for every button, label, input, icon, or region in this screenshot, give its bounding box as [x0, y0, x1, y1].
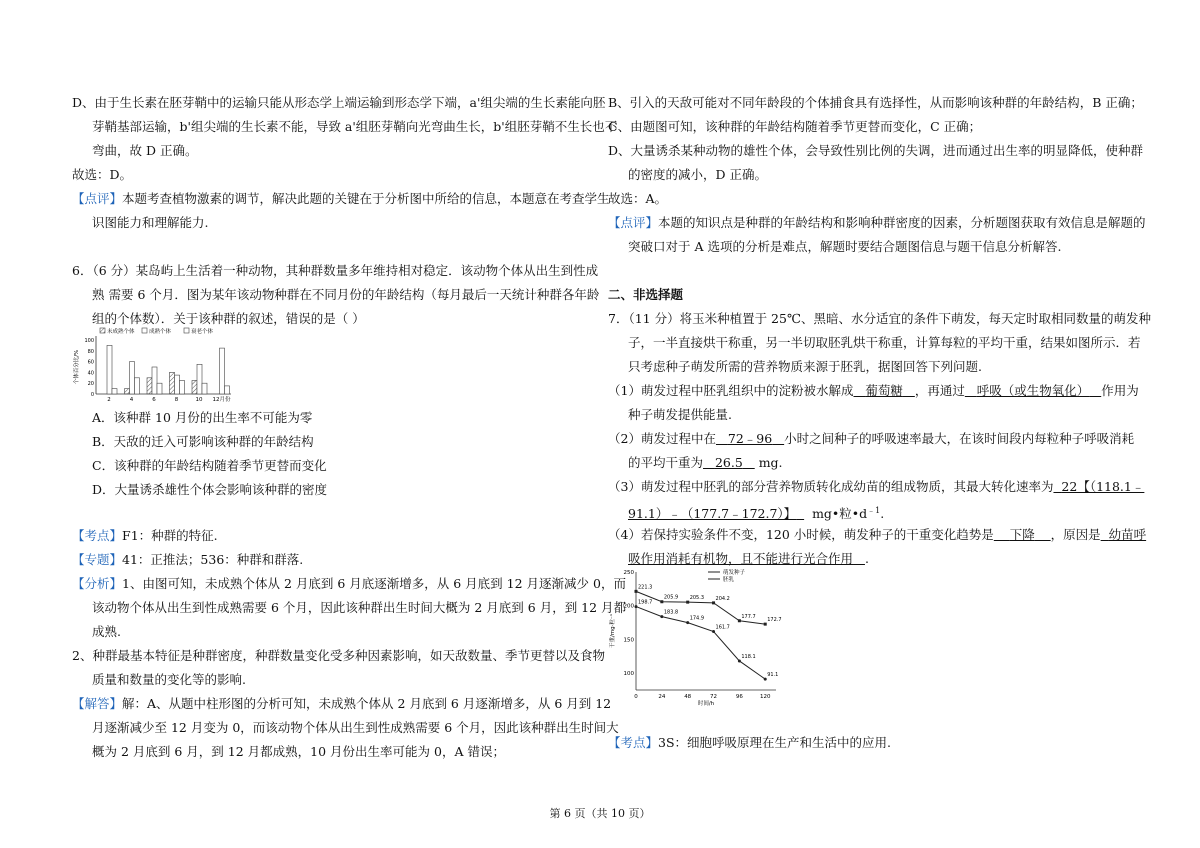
legend-label: 未成熟个体 [107, 329, 135, 335]
q7-sub1-mid: ，再通过 [914, 383, 965, 398]
q7-stem-line1: 7．（11 分）将玉米种植置于 25℃、黑暗、水分适宜的条件下萌发，每天定时取相同数量的萌发种 [608, 311, 1151, 326]
q7-sub2-post2: mg. [758, 455, 783, 470]
q7-sub4-end: . [864, 551, 869, 566]
q6-answer: 故选：A。 [608, 191, 668, 206]
q7-sub2-post: 小时之间种子的呼吸速率最大，在该时间段内每粒种子呼吸消耗 [784, 431, 1135, 446]
q6-zhuanti [72, 552, 303, 568]
legend-label: 衰老个体 [191, 329, 214, 335]
q6-option-c: C．该种群的年龄结构随着季节更替而变化 [92, 458, 327, 473]
q6-stem-line2: 熟 需要 6 个月．图为某年该动物种群在不同月份的年龄结构（每月最后一天统计种群各年龄 [92, 287, 600, 302]
y-tick-label: 100 [623, 671, 634, 678]
q6-option-d: D．大量诱杀雄性个体会影响该种群的密度 [92, 482, 328, 497]
y-tick-label: 60 [87, 359, 94, 366]
bar-成熟个体 [130, 362, 135, 394]
q7-stem-line2: 子，一半直接烘干称重，另一半切取胚乳烘干称重，计算每粒的平均干重，结果如图所示．若 [628, 335, 1141, 350]
bar-衰老个体 [157, 383, 162, 394]
x-tick-label: 10 [195, 397, 203, 402]
bar-未成熟个体 [125, 389, 130, 394]
fenxi-text: 1、由图可知，未成熟个体从 2 月底到 6 月底逐渐增多，从 6 月底到 12 月逐渐减少 0，而 [122, 576, 626, 591]
q5-option-d-line3: 弯曲，故 D 正确。 [92, 143, 198, 158]
bar-成熟个体 [107, 345, 112, 394]
q6-jieda [72, 696, 611, 712]
q7-sub3 [608, 479, 1144, 495]
x-tick-label: 48 [684, 694, 692, 700]
x-tick-label: 72 [710, 694, 718, 700]
q7-sub2 [608, 431, 1134, 447]
q6-kaodian [72, 528, 218, 544]
data-label: 198.7 [638, 599, 653, 606]
q6-stem-line1: 6．（6 分）某岛屿上生活着一种动物，其种群数量多年维持相对稳定．该动物个体从出生到性成 [72, 263, 599, 278]
q6-jieda-line3: 概为 2 月底到 6 月，到 12 月都成熟，10 月份出生率可能为 0，A 错误； [92, 744, 505, 759]
q7-sub3-text: （3）萌发过程中胚乳的部分营养物质转化成幼苗的组成物质，其最大转化速率为 [608, 479, 1054, 494]
x-tick-label: 120 [759, 694, 771, 700]
bar-衰老个体 [225, 386, 230, 394]
jieda-text: 解：A、从题中柱形图的分析可知，未成熟个体从 2 月底到 6 月逐渐增多，从 6 月到 12 [122, 696, 612, 711]
data-label: 221.3 [638, 584, 653, 591]
q5-option-d-line2: 芽鞘基部运输，b'组尖端的生长素不能，导致 a'组胚芽鞘向光弯曲生长，b'组胚芽鞘不生长也不 [92, 119, 618, 134]
q6-option-c-explain: C、由题图可知，该种群的年龄结构随着季节更替而变化，C 正确； [608, 119, 982, 134]
zhuanti-tag: 【专题】 [72, 552, 123, 567]
x-tick-label: 2 [107, 397, 111, 402]
age-structure-bar-chart [72, 326, 247, 402]
page-footer: 第 6 页（共 10 页） [549, 807, 651, 820]
q5-review-line2: 识图能力和理解能力. [92, 215, 209, 230]
q7-sub3-answer-a: 22【（118.1﹣ [1061, 479, 1145, 494]
q7-sub1 [608, 383, 1139, 399]
y-axis-label: 个体百分比/% [74, 349, 80, 385]
q7-sub1-line2: 种子萌发提供能量. [628, 407, 732, 422]
q5-option-d-line1: D、由于生长素在胚芽鞘中的运输只能从形态学上端运输到形态学下端，a'组尖端的生长素能向胚 [72, 95, 606, 110]
q7-sub4-answer1: 下降 [1009, 527, 1035, 542]
q6-point2-line2: 质量和数量的变化等的影响. [92, 672, 246, 687]
q7-sub4-line2 [628, 551, 869, 567]
q7-sub4-mid: ，原因是 [1050, 527, 1101, 542]
y-tick-label: 100 [84, 338, 94, 344]
q6-fenxi-line2: 该动物个体从出生到性成熟需要 6 个月，因此该种群出生时间大概为 2 月底到 6 月，到 12 月都 [92, 600, 627, 615]
legend-swatch [184, 328, 189, 333]
data-label: 183.8 [663, 609, 679, 616]
y-tick-label: 0 [90, 392, 94, 398]
kaodian-text: F1：种群的特征. [122, 528, 218, 543]
bar-未成熟个体 [147, 378, 152, 394]
x-tick-label: 12月份 [212, 397, 231, 402]
x-tick-label: 24 [658, 694, 666, 700]
y-tick-label: 40 [87, 370, 94, 377]
x-tick-label: 0 [634, 694, 638, 700]
q6-stem-line3: 组的个体数）．关于该种群的叙述，错误的是（ ） [92, 311, 365, 326]
q6-option-d-explain-line2: 的密度的减小，D 正确。 [628, 167, 767, 182]
data-label: 177.7 [741, 613, 756, 620]
data-label: 91.1 [767, 672, 779, 679]
data-label: 174.9 [689, 615, 705, 622]
data-label: 172.7 [767, 617, 782, 624]
q7-sub3-sup: ﹣1 [867, 506, 881, 515]
bar-成熟个体 [152, 367, 157, 394]
q6-option-d-explain-line1: D、大量诱杀某种动物的雄性个体，会导致性别比例的失调，进而通过出生率的明显降低，使种群 [608, 143, 1144, 158]
q6-point2-line1: 2、种群最基本特征是种群密度，种群数量变化受多种因素影响，如天敌数量、季节更替以及食物 [72, 648, 605, 663]
q6-review-line2: 突破口对于 A 选项的分析是难点，解题时要结合题图信息与题干信息分析解答. [628, 239, 1062, 254]
review-tag: 【点评】 [72, 191, 123, 206]
q7-sub4-answer2b: 吸作用消耗有机物，且不能进行光合作用 [628, 551, 854, 566]
q7-sub3-unit: mg•粒•d [812, 506, 868, 522]
bar-衰老个体 [112, 389, 117, 394]
q7-sub4-text: （4）若保持实验条件不变，120 小时候，萌发种子的干重变化趋势是 [608, 527, 994, 542]
bar-衰老个体 [135, 378, 140, 394]
q7-stem-line3: 只考虑种子萌发所需的营养物质来源于胚乳，据图回答下列问题. [628, 359, 982, 374]
y-tick-label: 80 [87, 348, 94, 355]
q6-option-a: A．该种群 10 月份的出生率不可能为零 [92, 410, 313, 425]
legend-label: 成熟个体 [149, 329, 172, 335]
bar-衰老个体 [202, 383, 207, 394]
q7-sub3-line2 [628, 503, 884, 522]
q6-option-b-explain: B、引入的天敌可能对不同年龄段的个体捕食具有选择性，从而影响该种群的年龄结构，B 正确； [608, 95, 1143, 110]
q7-sub3-answer-b: 91.1）﹣（177.7﹣172.7）】 [628, 506, 797, 522]
kaodian-text: 3S：细胞呼吸原理在生产和生活中的应用. [658, 735, 892, 750]
data-label: 205.3 [689, 595, 705, 602]
legend-swatch [142, 328, 147, 333]
bar-成熟个体 [220, 348, 225, 394]
data-label: 205.9 [663, 594, 679, 601]
q7-sub4 [608, 527, 1146, 543]
q7-sub3-end: . [880, 506, 885, 522]
q7-sub4-answer2a: 幼苗呼 [1108, 527, 1147, 542]
q6-fenxi [72, 576, 626, 592]
q6-fenxi-line3: 成熟. [92, 624, 121, 639]
q7-sub2-answer2: 26.5 [714, 455, 743, 470]
y-tick-label: 250 [623, 570, 634, 576]
x-tick-label: 8 [174, 397, 179, 402]
q5-answer: 故选：D。 [72, 167, 133, 182]
kaodian-tag: 【考点】 [608, 735, 659, 750]
y-tick-label: 150 [623, 637, 634, 644]
bar-衰老个体 [180, 381, 185, 395]
y-tick-label: 20 [87, 381, 94, 388]
q6-jieda-line2: 月逐渐减少至 12 月变为 0，而该动物个体从出生到性成熟需要 6 个月，因此该种群出生时间大 [92, 720, 619, 735]
q7-sub1-post: 作用为 [1101, 383, 1139, 398]
x-tick-label: 6 [152, 397, 156, 402]
q7-sub2-answer1: 72﹣96 [727, 431, 773, 446]
kaodian-tag: 【考点】 [72, 528, 123, 543]
bar-未成熟个体 [192, 381, 197, 395]
section-title: 二、非选择题 [608, 287, 684, 302]
x-axis-label: 时间/h [697, 701, 715, 706]
bar-成熟个体 [197, 364, 202, 394]
legend-swatch [100, 328, 105, 333]
q7-sub1-text: （1）萌发过程中胚乳组织中的淀粉被水解成 [608, 383, 854, 398]
q6-review [608, 215, 1146, 231]
q7-sub2-line2 [628, 455, 783, 471]
q7-sub2-text2: 的平均干重为 [628, 455, 704, 470]
q7-kaodian [608, 735, 891, 751]
x-tick-label: 96 [735, 694, 743, 700]
data-label: 161.7 [715, 624, 730, 631]
dry-weight-line-chart [608, 566, 788, 706]
x-tick-label: 4 [129, 397, 134, 402]
y-tick-label: 200 [623, 603, 634, 610]
fenxi-tag: 【分析】 [72, 576, 123, 591]
q6-option-b: B．天敌的迁入可影响该种群的年龄结构 [92, 434, 314, 449]
review-text: 本题考查植物激素的调节，解决此题的关键在于分析图中所给的信息，本题意在考查学生 [122, 191, 610, 206]
data-label: 204.2 [715, 595, 730, 602]
y-axis-label: 干重/mg·粒⁻¹ [610, 613, 616, 649]
q5-review [72, 191, 610, 207]
zhuanti-text: 41：正推法；536：种群和群落. [122, 552, 304, 567]
review-text: 本题的知识点是种群的年龄结构和影响种群密度的因素，分析题图获取有效信息是解题的 [658, 215, 1146, 230]
q7-sub1-answer1: 葡萄糖 [865, 383, 903, 398]
bar-成熟个体 [175, 375, 180, 394]
bar-未成熟个体 [170, 372, 175, 394]
legend-label: 萌发种子 [723, 570, 746, 576]
q7-sub1-answer2: 呼吸（或生物氧化） [976, 383, 1090, 398]
q7-sub2-text: （2）萌发过程中在 [608, 431, 716, 446]
data-label: 118.1 [741, 653, 756, 660]
legend-label: 胚乳 [723, 577, 735, 583]
jieda-tag: 【解答】 [72, 696, 123, 711]
review-tag: 【点评】 [608, 215, 659, 230]
